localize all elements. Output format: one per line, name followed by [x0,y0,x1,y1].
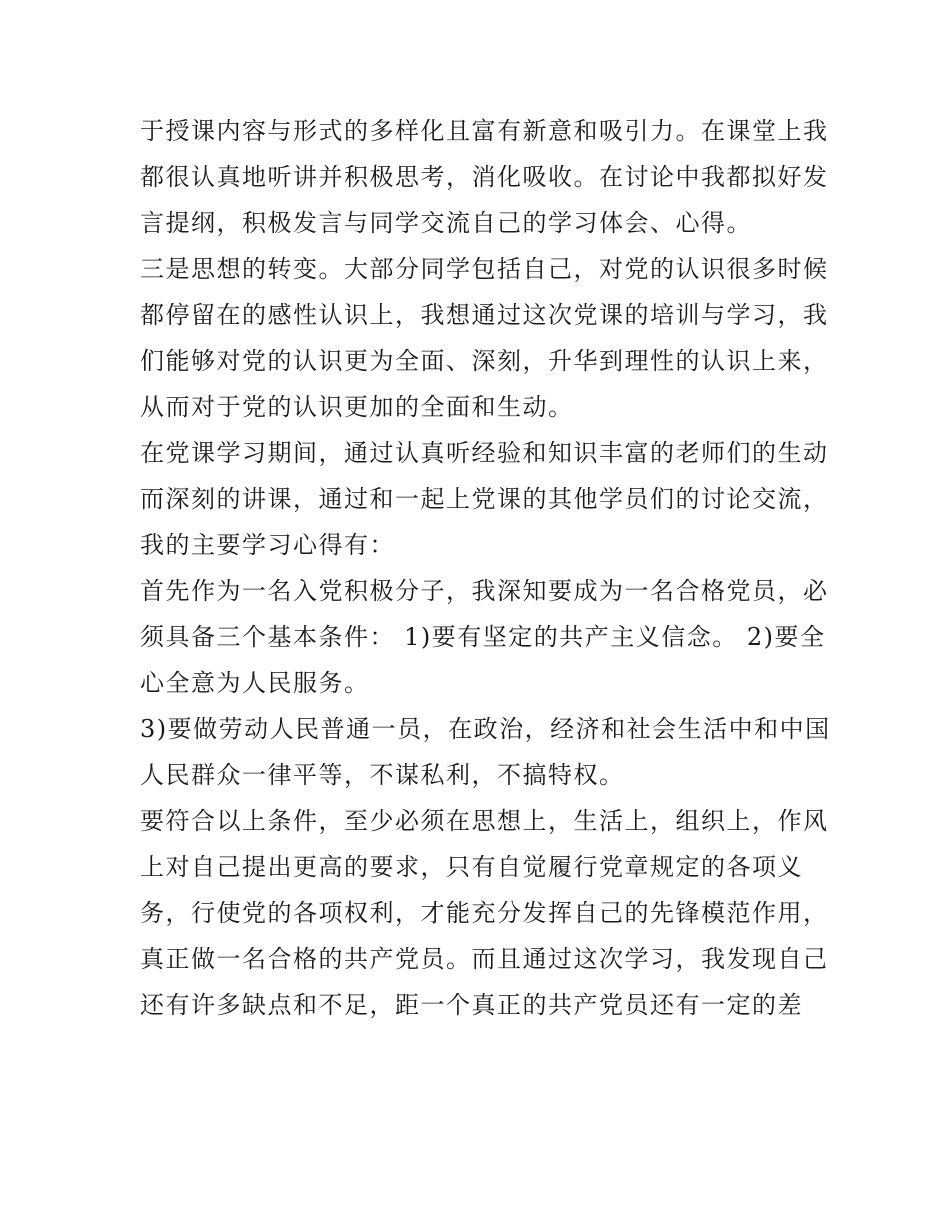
text-line: 三是思想的转变。大部分同学包括自己，对党的认识很多时候 [140,255,829,283]
text-line: 我的主要学习心得有： [140,531,395,559]
text-line: 人民群众一律平等，不谋私利，不搞特权。 [140,761,625,789]
text-line: 从而对于党的认识更加的全面和生动。 [140,393,574,421]
text-line: 要符合以上条件，至少必须在思想上，生活上，组织上，作风 [140,807,829,835]
text-line: 真正做一名合格的共产党员。而且通过这次学习，我发现自己 [140,945,829,973]
text-line: 都很认真地听讲并积极思考，消化吸收。在讨论中我都拟好发 [140,163,829,191]
text-line: 心全意为人民服务。 [140,669,370,697]
text-line: 而深刻的讲课，通过和一起上党课的其他学员们的讨论交流， [140,485,829,513]
text-line: 在党课学习期间，通过认真听经验和知识丰富的老师们的生动 [140,439,829,467]
text-line: 须具备三个基本条件： 1)要有坚定的共产主义信念。 2)要全 [140,623,826,651]
text-line: 3)要做劳动人民普通一员，在政治，经济和社会生活中和中国 [140,715,831,743]
text-line: 们能够对党的认识更为全面、深刻，升华到理性的认识上来， [140,347,829,375]
text-line: 于授课内容与形式的多样化且富有新意和吸引力。在课堂上我 [140,117,829,145]
text-line: 务，行使党的各项权利，才能充分发挥自己的先锋模范作用， [140,899,829,927]
text-line: 都停留在的感性认识上，我想通过这次党课的培训与学习，我 [140,301,829,329]
text-line: 言提纲，积极发言与同学交流自己的学习体会、心得。 [140,209,752,237]
text-line: 首先作为一名入党积极分子，我深知要成为一名合格党员，必 [140,577,829,605]
document-body [140,108,831,1028]
text-line: 上对自己提出更高的要求，只有自觉履行党章规定的各项义 [140,853,803,881]
text-line: 还有许多缺点和不足，距一个真正的共产党员还有一定的差 [140,991,803,1019]
